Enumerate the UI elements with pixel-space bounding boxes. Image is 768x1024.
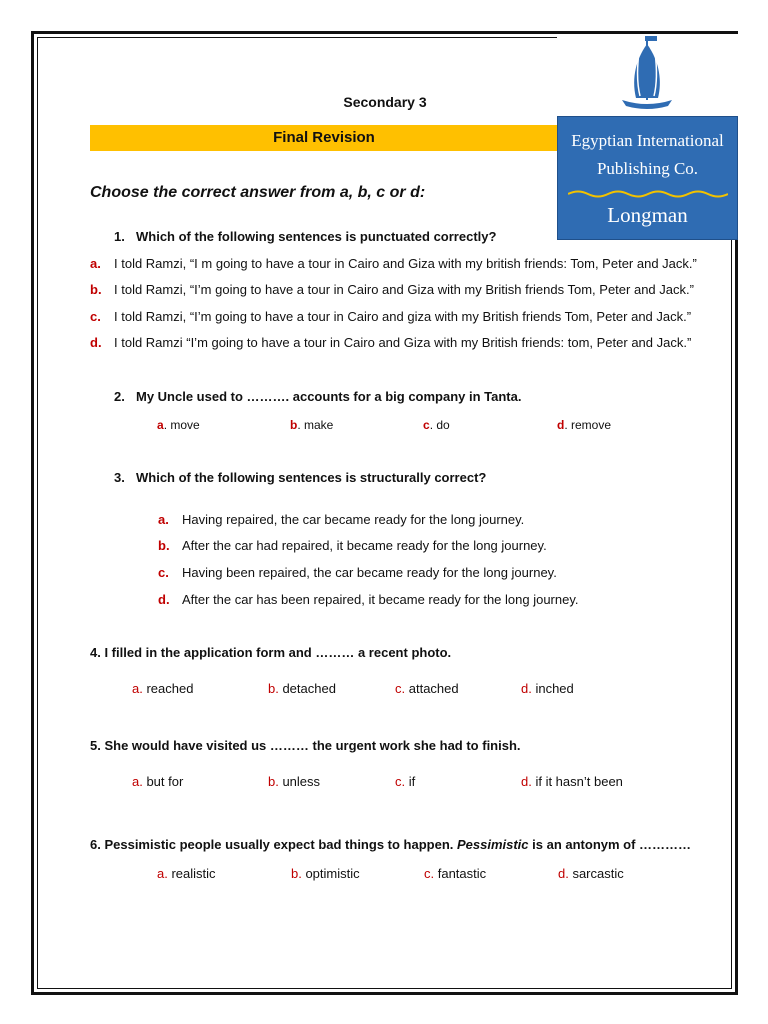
option-letter: a [157, 418, 164, 432]
option-text: . make [297, 418, 334, 432]
question-1 [114, 229, 496, 244]
question-5: 5. She would have visited us ……… the urgent work she had to finish. [90, 738, 521, 753]
option-letter: a. [132, 774, 143, 789]
question-text: Which of the following sentences is punctuated correctly? [136, 229, 497, 244]
instruction-text: Choose the correct answer from a, b, c or d: [90, 184, 426, 201]
logo-line-1: Egyptian International [571, 131, 724, 150]
q6-option-b[interactable] [291, 866, 360, 881]
option-letter: b. [90, 282, 102, 297]
q4-option-b[interactable] [268, 681, 336, 696]
question-2 [114, 389, 521, 404]
question-6 [90, 837, 691, 852]
q2-option-d[interactable] [557, 418, 611, 432]
option-letter: d. [558, 866, 569, 881]
option-text: fantastic [434, 866, 487, 881]
q2-option-a[interactable] [157, 418, 200, 432]
question-number: 2. [114, 389, 125, 404]
q3-option-a[interactable] [158, 512, 524, 527]
option-letter: a. [132, 681, 143, 696]
option-text: After the car had repaired, it became ready for the long journey. [182, 538, 547, 553]
option-text: unless [278, 774, 321, 789]
option-letter: a. [158, 512, 169, 527]
option-letter: b. [158, 538, 170, 553]
option-text: but for [142, 774, 184, 789]
question-4: 4. I filled in the application form and ……… a recent photo. [90, 645, 452, 660]
q2-option-c[interactable] [423, 418, 450, 432]
option-text: Having been repaired, the car became ready for the long journey. [182, 565, 557, 580]
question-keyword: Pessimistic [456, 837, 529, 852]
option-text: . do [429, 418, 450, 432]
option-text: Having repaired, the car became ready for the long journey. [182, 512, 525, 527]
option-letter: d. [90, 335, 102, 350]
option-letter: c. [395, 681, 406, 696]
option-letter: b. [291, 866, 302, 881]
page-title: Final Revision [273, 129, 375, 146]
option-text: . remove [564, 418, 612, 432]
option-letter: a. [90, 256, 101, 271]
option-letter: c [423, 418, 430, 432]
option-letter: b [290, 418, 298, 432]
q1-option-b[interactable] [90, 282, 694, 297]
option-letter: d. [521, 681, 532, 696]
option-text: sarcastic [568, 866, 624, 881]
option-text: I told Ramzi “I’m going to have a tour in Cairo and Giza with my British friends: tom, Peter and Jack.” [114, 335, 692, 350]
option-text: realistic [167, 866, 216, 881]
question-number: 3. [114, 470, 125, 485]
question-text: Which of the following sentences is structurally correct? [136, 470, 487, 485]
q3-option-c[interactable] [158, 565, 557, 580]
q6-option-c[interactable] [424, 866, 486, 881]
option-text: I told Ramzi, “I m going to have a tour in Cairo and Giza with my british friends: Tom, Peter and Jack.” [114, 256, 697, 271]
ship-emblem-icon [612, 34, 682, 114]
q3-option-b[interactable] [158, 538, 547, 553]
logo-line-2: Publishing Co. [596, 159, 699, 178]
publisher-logo [557, 34, 738, 240]
option-letter: c. [158, 565, 169, 580]
option-letter: d [557, 418, 565, 432]
q4-option-d[interactable] [521, 681, 574, 696]
option-letter: b. [268, 774, 279, 789]
q5-option-d[interactable] [521, 774, 623, 789]
option-text: inched [531, 681, 574, 696]
option-letter: c. [424, 866, 435, 881]
option-letter: d. [158, 592, 170, 607]
q4-option-c[interactable] [395, 681, 459, 696]
option-text: attached [405, 681, 459, 696]
q4-option-a[interactable] [132, 681, 193, 696]
q1-option-a[interactable] [90, 256, 697, 271]
wave-icon [568, 189, 728, 199]
logo-box [557, 116, 738, 240]
q1-option-d[interactable] [90, 335, 691, 350]
question-text: My Uncle used to ………. accounts for a big company in Tanta. [136, 389, 522, 404]
q5-option-b[interactable] [268, 774, 320, 789]
question-number: 1. [114, 229, 125, 244]
question-3 [114, 470, 486, 485]
q6-option-a[interactable] [157, 866, 216, 881]
option-text: reached [142, 681, 194, 696]
question-text: 6. Pessimistic people usually expect bad things to happen. [90, 837, 457, 852]
option-text: I told Ramzi, “I’m going to have a tour in Cairo and giza with my British friends Tom, Peter and Jack.” [114, 309, 692, 324]
option-text: if it hasn’t been [531, 774, 623, 789]
option-letter: c. [395, 774, 406, 789]
option-letter: c. [90, 309, 101, 324]
option-letter: d. [521, 774, 532, 789]
option-text: if [405, 774, 416, 789]
grade-heading: Secondary 3 [343, 94, 427, 110]
option-text: optimistic [301, 866, 360, 881]
option-letter: a. [157, 866, 168, 881]
option-text: I told Ramzi, “I’m going to have a tour in Cairo and Giza with my British friends Tom, Peter and Jack.” [114, 282, 694, 297]
q2-option-b[interactable] [290, 418, 333, 432]
question-text-end: is an antonym of ………… [528, 837, 692, 852]
option-text: After the car has been repaired, it became ready for the long journey. [182, 592, 579, 607]
q3-option-d[interactable] [158, 592, 579, 607]
q6-option-d[interactable] [558, 866, 624, 881]
logo-line-3: Longman [607, 203, 688, 227]
option-text: detached [278, 681, 336, 696]
option-letter: b. [268, 681, 279, 696]
title-banner [90, 125, 558, 151]
q1-option-c[interactable] [90, 309, 691, 324]
q5-option-c[interactable] [395, 774, 415, 789]
option-text: . move [163, 418, 200, 432]
q5-option-a[interactable] [132, 774, 183, 789]
